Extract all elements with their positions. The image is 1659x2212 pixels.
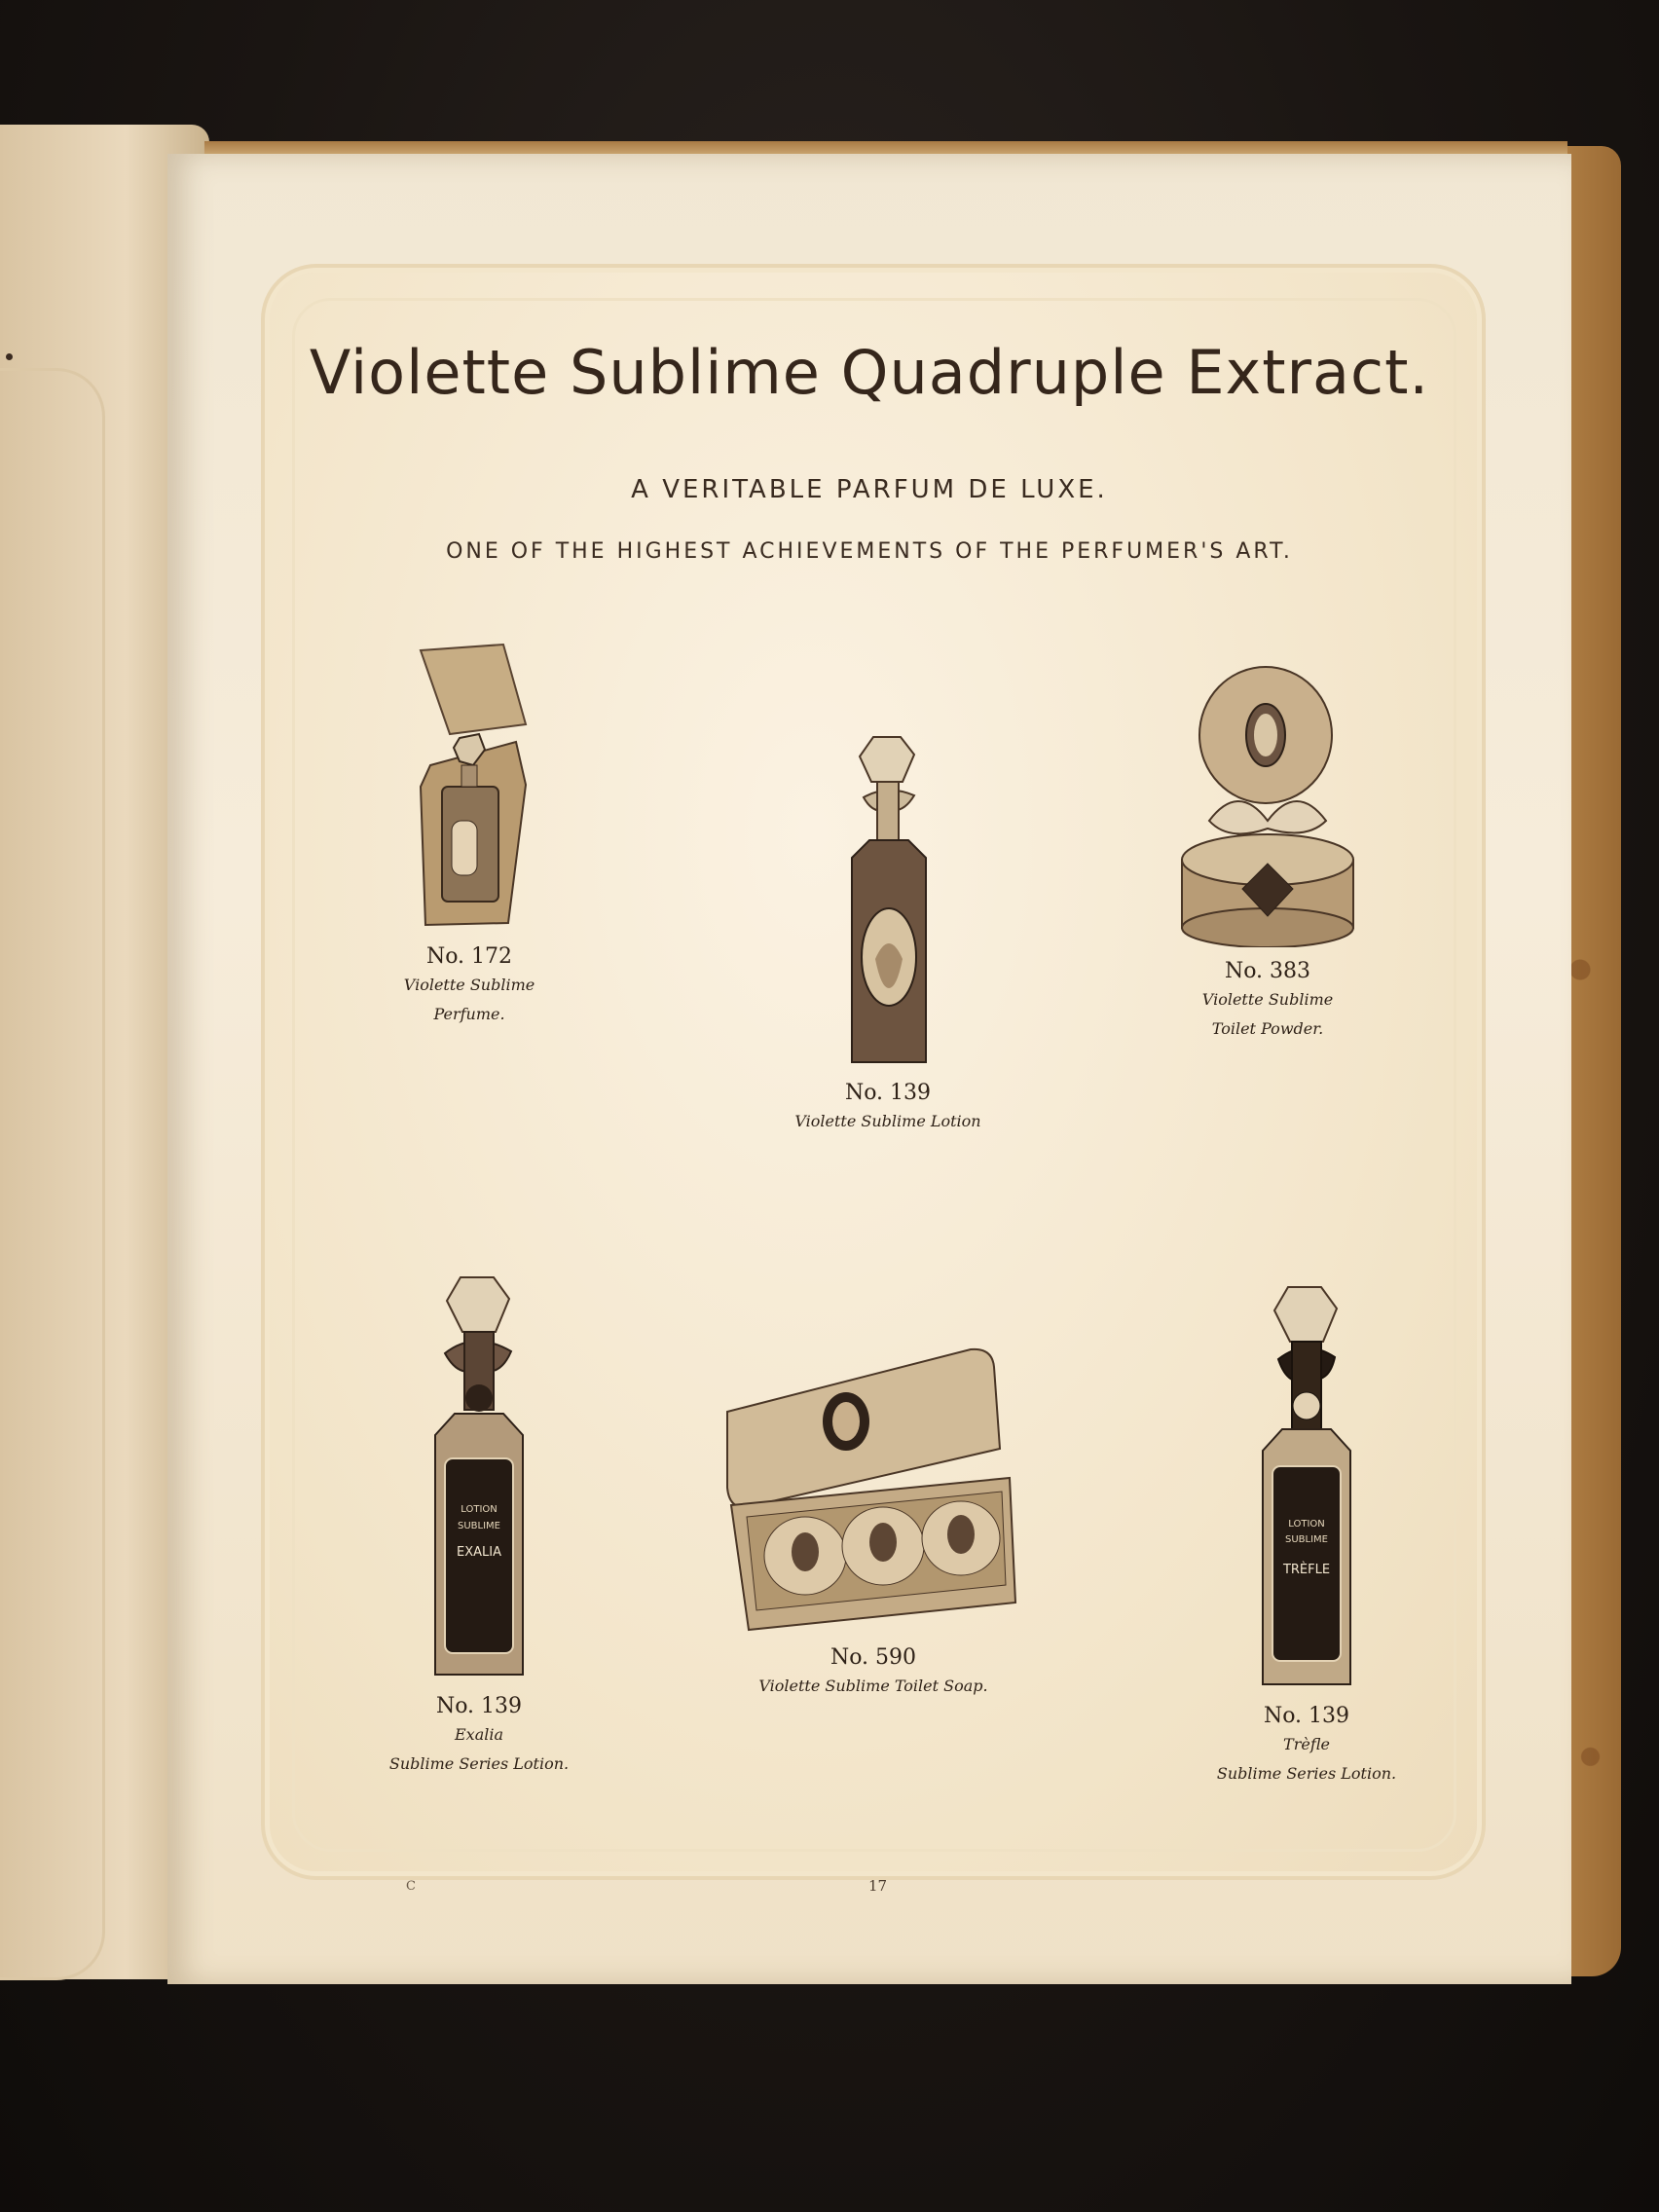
page-title: Violette Sublime Quadruple Extract. bbox=[309, 337, 1430, 408]
page-subtitle: A VERITABLE PARFUM DE LUXE. bbox=[631, 475, 1108, 504]
product-number: No. 172 bbox=[425, 944, 513, 969]
product-description: Perfume. bbox=[433, 1005, 505, 1023]
bottle-label-text: LOTION bbox=[1288, 1519, 1325, 1530]
signature-letter: C bbox=[406, 1879, 416, 1894]
product-description: Sublime Series Lotion. bbox=[388, 1754, 570, 1773]
product-description: Violette Sublime Toilet Soap. bbox=[758, 1677, 988, 1695]
product-number: No. 590 bbox=[830, 1645, 917, 1670]
product-card bbox=[343, 641, 596, 1027]
page-number: 17 bbox=[868, 1877, 888, 1895]
trefle-lotion-bottle-icon bbox=[1243, 1283, 1370, 1692]
exalia-lotion-bottle-icon bbox=[416, 1273, 542, 1682]
product-description: Violette Sublime bbox=[1201, 990, 1334, 1009]
powder-box-icon bbox=[1170, 665, 1365, 947]
perfume-bottle-in-case-icon bbox=[391, 641, 547, 933]
product-card bbox=[732, 733, 1044, 1134]
product-description: Toilet Powder. bbox=[1211, 1019, 1324, 1038]
product-number: No. 139 bbox=[844, 1081, 932, 1105]
catalog-page bbox=[167, 154, 1571, 1984]
product-number: No. 139 bbox=[435, 1694, 523, 1718]
product-description: Violette Sublime Lotion bbox=[794, 1112, 981, 1130]
bottle-label-text: EXALIA bbox=[457, 1545, 501, 1560]
product-description: Exalia bbox=[454, 1725, 503, 1744]
lotion-bottle-icon bbox=[825, 733, 951, 1069]
product-description: Violette Sublime bbox=[403, 976, 535, 994]
product-card bbox=[1141, 665, 1394, 1042]
product-number: No. 139 bbox=[1263, 1704, 1350, 1728]
product-card bbox=[698, 1342, 1049, 1699]
soap-box-icon bbox=[718, 1342, 1029, 1634]
bottle-label-text: SUBLIME bbox=[1285, 1534, 1328, 1545]
product-description: Trèfle bbox=[1283, 1735, 1330, 1753]
product-description: Sublime Series Lotion. bbox=[1216, 1764, 1397, 1783]
bottle-label-text: TRÈFLE bbox=[1282, 1563, 1331, 1577]
left-page-frame bbox=[0, 368, 105, 1980]
product-card bbox=[343, 1273, 615, 1777]
product-number: No. 383 bbox=[1224, 959, 1311, 983]
left-page-mark bbox=[6, 353, 13, 360]
bottle-label-text: SUBLIME bbox=[458, 1521, 500, 1531]
bottle-label-text: LOTION bbox=[461, 1504, 498, 1515]
product-card bbox=[1170, 1283, 1443, 1787]
page-tagline: ONE OF THE HIGHEST ACHIEVEMENTS OF THE PERFUMER'S ART. bbox=[446, 539, 1293, 564]
